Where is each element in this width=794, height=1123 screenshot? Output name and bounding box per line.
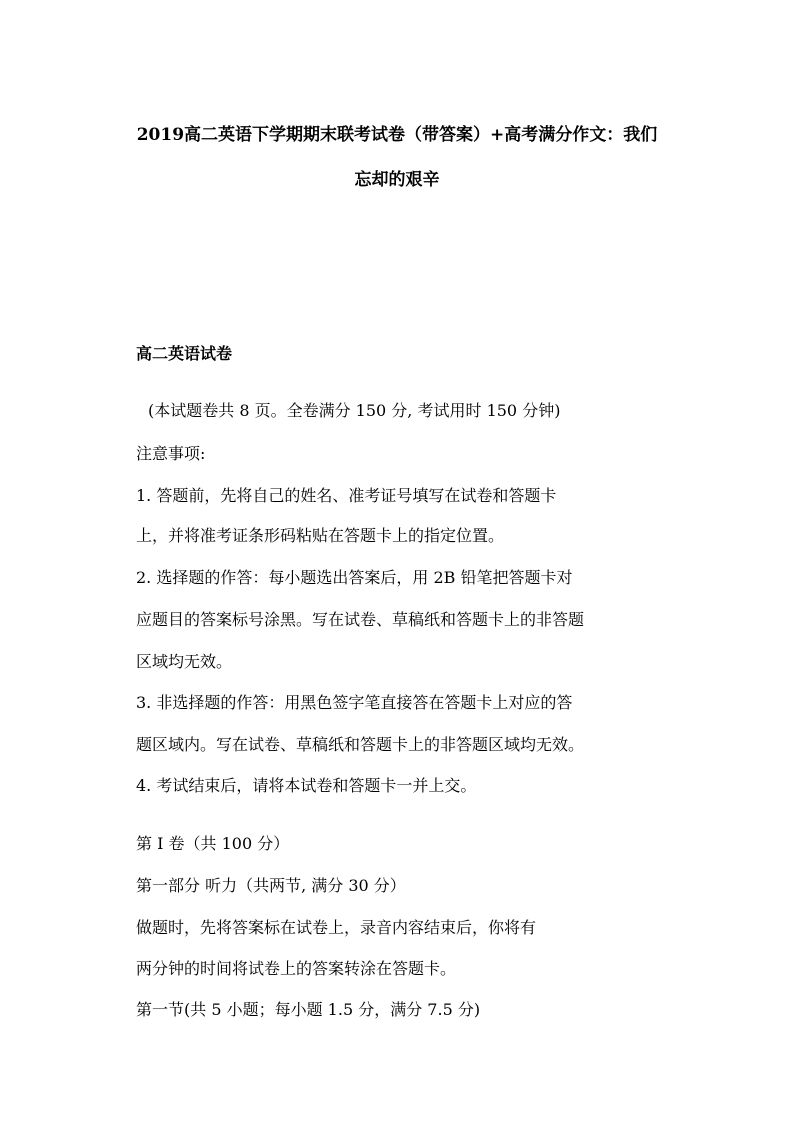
notes-heading: 注意事项: [136, 444, 206, 463]
note-3-line-1: 3. 非选择题的作答：用黑色签字笔直接答在答题卡上对应的答 [136, 693, 573, 712]
note-2-line-1: 2. 选择题的作答：每小题选出答案后，用 2B 铅笔把答题卡对 [136, 568, 573, 587]
note-3-line-2: 题区域内。写在试卷、草稿纸和答题卡上的非答题区域均无效。 [136, 735, 585, 754]
exam-info: (本试题卷共 8 页。全卷满分 150 分, 考试用时 150 分钟) [148, 401, 561, 420]
section-one-heading: 第一节(共 5 小题；每小题 1.5 分，满分 7.5 分) [136, 1000, 481, 1019]
document-title-line-1: 2019高二英语下学期期末联考试卷（带答案）+高考满分作文：我们 [136, 125, 658, 145]
note-4-line-1: 4. 考试结束后，请将本试卷和答题卡一并上交。 [136, 776, 477, 795]
document-title-line-2: 忘却的艰辛 [354, 170, 440, 190]
volume-heading: 第 I 卷（共 100 分） [136, 834, 290, 853]
listening-instruction-line-2: 两分钟的时间将试卷上的答案转涂在答题卡。 [136, 959, 457, 978]
note-2-line-3: 区域均无效。 [136, 652, 233, 671]
note-2-line-2: 应题目的答案标号涂黑。写在试卷、草稿纸和答题卡上的非答题 [136, 610, 585, 629]
listening-instruction-line-1: 做题时，先将答案标在试卷上，录音内容结束后，你将有 [136, 918, 537, 937]
part-one-heading: 第一部分 听力（共两节, 满分 30 分） [136, 876, 406, 895]
note-1-line-1: 1. 答题前，先将自己的姓名、准考证号填写在试卷和答题卡 [136, 486, 557, 505]
note-1-line-2: 上，并将准考证条形码粘贴在答题卡上的指定位置。 [136, 526, 505, 545]
exam-heading: 高二英语试卷 [136, 344, 233, 363]
